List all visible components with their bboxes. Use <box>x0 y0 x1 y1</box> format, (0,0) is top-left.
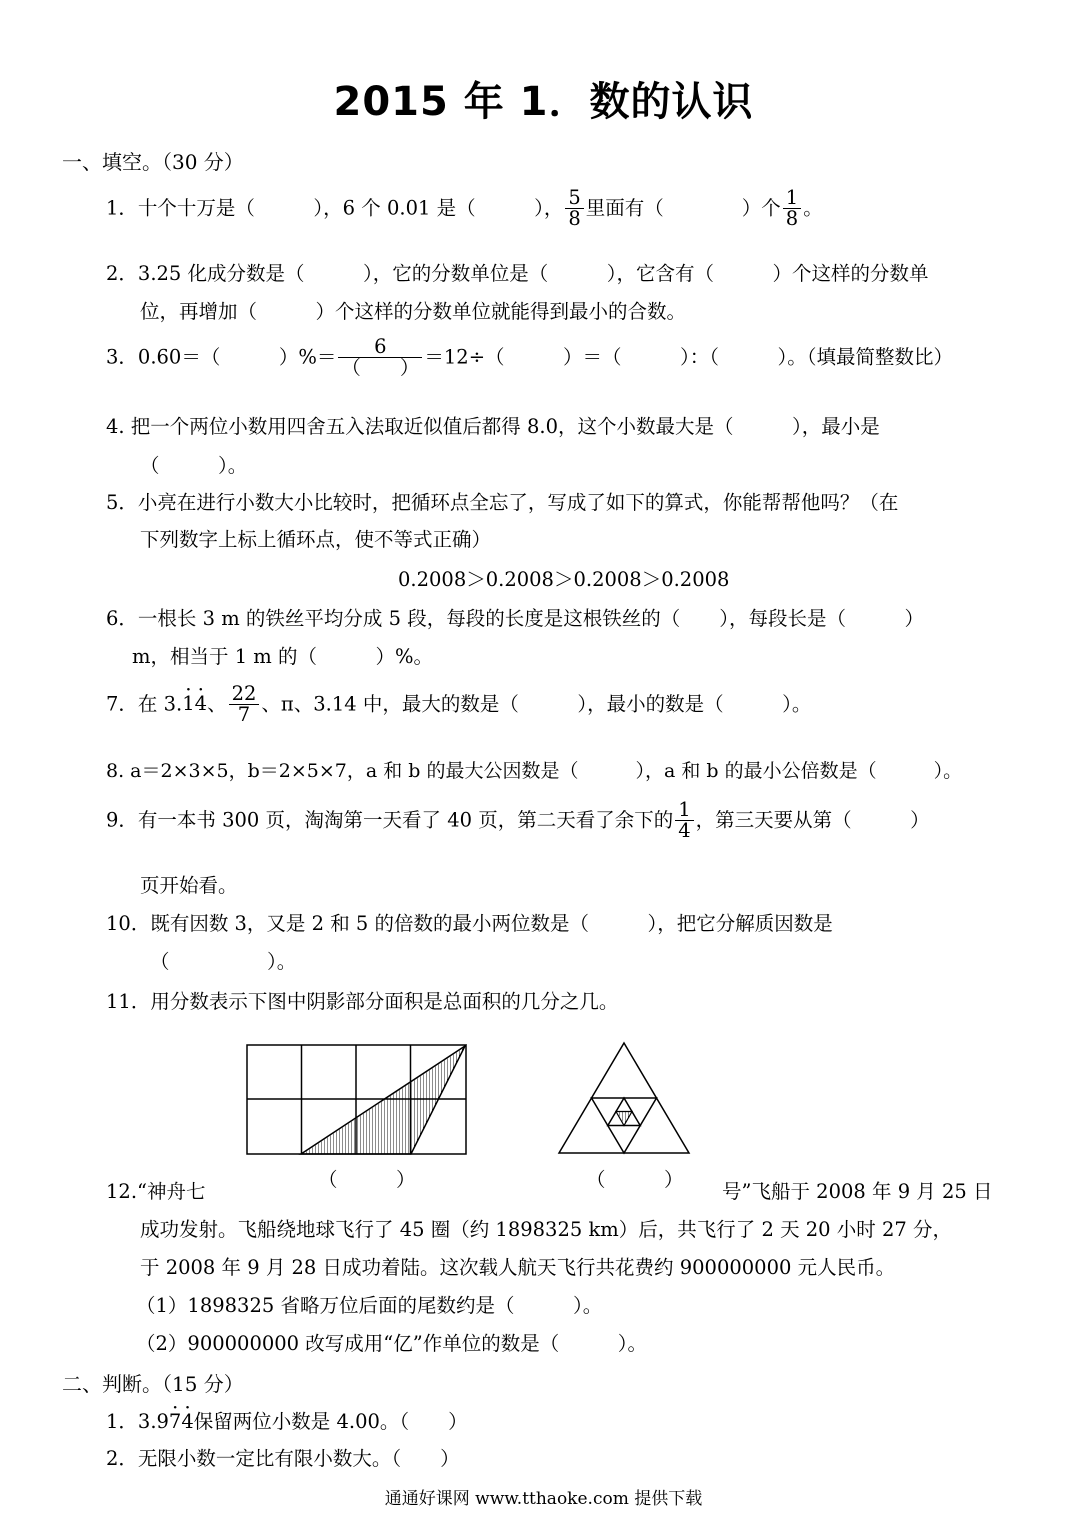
question-4-line-1: 4. 把一个两位小数用四舍五入法取近似值后都得 8.0，这个小数最大是（ ），最小是 <box>106 415 880 438</box>
section-2-heading: 二、判断。（15 分） <box>62 1372 244 1396</box>
question-3: 3．0.60＝（ ）%＝ $\frac{6}{( )}$ ＝12÷（ ）＝（ ）：（ ）。（填最简整数比） <box>106 335 954 380</box>
question-5-inequality: 0.2008＞0.2008＞0.2008＞0.2008 <box>398 568 730 591</box>
question-2-line-2: 位，再增加（ ）个这样的分数单位就能得到最小的合数。 <box>140 300 687 323</box>
fraction-1-8: $\frac{1}{8}$ <box>783 188 801 230</box>
question-6-line-2: m，相当于 1 m 的（ ）%。 <box>132 645 434 668</box>
footer-credit: 通通好课网 www.tthaoke.com 提供下载 <box>384 1489 703 1509</box>
section-1-heading: 一、填空。（30 分） <box>62 150 244 174</box>
question-11: 11．用分数表示下图中阴影部分面积是总面积的几分之几。 <box>106 990 619 1013</box>
question-12-part-1: （1）1898325 省略万位后面的尾数约是（ ）。 <box>136 1294 603 1317</box>
fraction-1-4: $\frac{1}{4}$ <box>675 800 693 842</box>
question-4-line-2: （ ）。 <box>140 454 248 477</box>
figure-grid-shaded-triangle <box>246 1044 468 1156</box>
question-5-line-2: 下列数字上标上循环点，使不等式正确） <box>140 528 492 551</box>
question-12-part-2: （2）900000000 改写成用“亿”作单位的数是（ ）。 <box>136 1332 647 1355</box>
judgement-1: 1．3.97 ·4 ·保留两位小数是 4.00。（ ） <box>106 1406 468 1434</box>
question-6-line-1: 6．一根长 3 m 的铁丝平均分成 5 段，每段的长度是这根铁丝的（ ），每段长是（ ） <box>106 607 924 630</box>
fraction-5-8: $\frac{5}{8}$ <box>565 188 583 230</box>
question-7: 7．在 3.1 ·4 ·、 $\frac{22}{7}$ 、π、3.14 中，最大的数是（ ），最小的数是（ ）。 <box>106 684 811 726</box>
figure-1-answer-blank: （ ） <box>318 1168 416 1191</box>
question-1: 1．十个十万是（ ），6 个 0.01 是（ ）， $\frac{5}{8}$ 里面有（ ）个 $\frac{1}{8}$ 。 <box>106 186 823 231</box>
question-8: 8. a＝2×3×5，b＝2×5×7，a 和 b 的最大公因数是（ ），a 和 b 的最小公倍数是（ ）。 <box>106 760 963 782</box>
question-2-line-1: 2．3.25 化成分数是（ ），它的分数单位是（ ），它含有（ ）个这样的分数单 <box>106 262 929 285</box>
question-5-line-1: 5．小亮在进行小数大小比较时，把循环点全忘了，写成了如下的算式，你能帮帮他吗？（在 <box>106 491 899 514</box>
question-9: 9．有一本书 300 页，淘淘第一天看了 40 页，第二天看了余下的 $\frac{1}{4}$ ，第三天要从第（ ） <box>106 798 930 843</box>
question-12-line-1-left: 12.“神舟七 <box>106 1180 206 1203</box>
question-9-line-2: 页开始看。 <box>140 874 238 897</box>
figure-2-answer-blank: （ ） <box>586 1168 684 1191</box>
question-12-line-3: 于 2008 年 9 月 28 日成功着陆。这次载人航天飞行共花费约 900000000 元人民币。 <box>140 1256 896 1279</box>
figure-nested-triangles <box>556 1040 692 1156</box>
question-10-line-2: （ ）。 <box>150 950 297 973</box>
judgement-2: 2．无限小数一定比有限小数大。（ ） <box>106 1447 460 1470</box>
question-12-line-2: 成功发射。飞船绕地球飞行了 45 圈（约 1898325 km）后，共飞行了 2 天 20 小时 27 分， <box>140 1218 952 1241</box>
question-12-line-1-right: 号”飞船于 2008 年 9 月 25 日 <box>722 1180 993 1203</box>
page-title: 2015 年 1．数的认识 <box>333 79 754 125</box>
fraction-6-blank: $\frac{6}{( )}$ <box>338 337 422 379</box>
question-10-line-1: 10．既有因数 3，又是 2 和 5 的倍数的最小两位数是（ ），把它分解质因数是 <box>106 912 833 935</box>
fraction-22-7: $\frac{22}{7}$ <box>229 684 260 726</box>
